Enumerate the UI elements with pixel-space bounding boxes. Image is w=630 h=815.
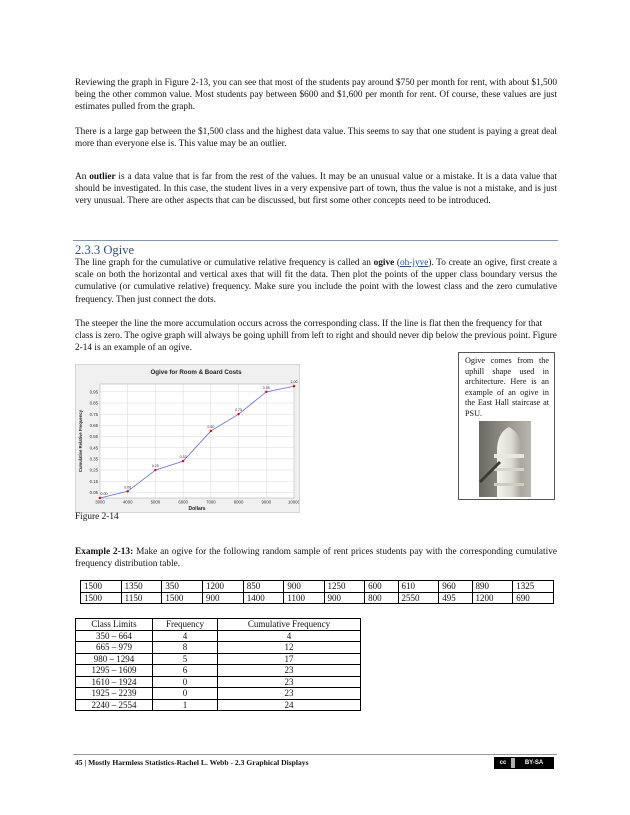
footer-text: 45 | Mostly Harmless Statistics-Rachel L. Webb - 2.3 Graphical Displays [75, 758, 309, 767]
table-cell: 1 [153, 699, 218, 711]
ogive-post: ). To create an ogive, first create a scale on both the horizontal and vertical axes that will fit the data. Then plot the points of the upper class boundary versus the cumulative (or cumulative relative) frequency. Make sure you include the point with the lowest class and the zero cumulative frequency. Then just connect the dots. [75, 258, 557, 305]
paragraph-steeper: The steeper the line the more accumulation occurs across the corresponding class. If the line is flat then the frequency for that class is zero. The ogive graph will always be going uphill from left to right and should never dip below the previous point. Figure 2-14 is an example of an ogive. [75, 319, 557, 354]
table-cell: 1610 – 1924 [76, 676, 153, 688]
table-cell: 8 [153, 642, 218, 654]
table-row [76, 653, 361, 665]
y-tick-label: 0.05 [89, 490, 98, 496]
plot-area [100, 384, 294, 498]
y-tick-label: 0.35 [89, 456, 98, 462]
table-cell: 6 [153, 665, 218, 677]
frequency-distribution-table [75, 618, 361, 711]
staircase-photo [479, 421, 531, 497]
table-cell: 960 [439, 581, 472, 593]
table-row [76, 642, 361, 654]
table-cell: 1500 [162, 592, 203, 604]
table-cell: 24 [218, 699, 361, 711]
data-label: 0.06 [124, 485, 132, 490]
section-heading: 2.3.3 Ogive [75, 243, 135, 257]
license-label: BY-SA [515, 758, 553, 768]
data-label: 0.60 [207, 424, 215, 429]
paragraph-gap: There is a large gap between the $1,500 class and the highest data value. This seems to say that one student is paying a great deal more than everyone else is. This value may be an outlier. [75, 127, 557, 150]
data-label: 0.00 [100, 492, 108, 496]
ogive-chart-svg [76, 365, 299, 512]
table-cell: 23 [218, 676, 361, 688]
data-point [127, 490, 129, 492]
y-axis-label: Cumulative Relative Frequency [78, 409, 83, 473]
table-cell: 0 [153, 688, 218, 700]
data-label: 0.95 [262, 385, 270, 390]
data-label: 0.25 [151, 464, 159, 469]
table-cell: 1295 – 1609 [76, 665, 153, 677]
table-cell: 610 [398, 581, 439, 593]
table-row [76, 630, 361, 642]
table-cell: 1100 [284, 592, 324, 604]
data-point [182, 460, 184, 462]
table-cell: 23 [218, 665, 361, 677]
ogive-open: ( [394, 258, 400, 268]
example-text: Make an ogive for the following random sample of rent prices students pay with the corresponding cumulative frequency distribution table. [75, 547, 557, 570]
data-label: 0.33 [179, 455, 187, 460]
table-cell: 600 [365, 581, 398, 593]
paragraph-intro: Reviewing the graph in Figure 2-13, you can see that most of the students pay around $750 per month for rent, with about $1,500 being the other common value. Most students pay between $600 and $1,600 per month for rent. Of course, these values are just estimates pulled from the graph. [75, 78, 557, 113]
table-row [81, 592, 554, 604]
table-cell: 980 – 1294 [76, 653, 153, 665]
data-label: 0.75 [235, 408, 243, 413]
table-cell: 12 [218, 642, 361, 654]
x-tick-label: 6000 [178, 499, 188, 505]
cc-icon: cc [495, 758, 511, 768]
column-header: Class Limits [76, 619, 153, 631]
table-cell: 900 [284, 581, 324, 593]
table-cell: 900 [324, 592, 365, 604]
ogive-chart [75, 364, 300, 513]
data-point [293, 385, 295, 387]
x-tick-label: 5000 [150, 499, 161, 505]
table-cell: 665 – 979 [76, 642, 153, 654]
data-label: 1.00 [290, 380, 298, 385]
table-cell: 1200 [472, 592, 513, 604]
outlier-pre: An [75, 172, 90, 182]
table-row [76, 676, 361, 688]
y-tick-label: 0.95 [89, 389, 98, 395]
data-point [265, 391, 267, 393]
y-tick-label: 0.65 [89, 422, 98, 428]
figure-caption: Figure 2-14 [75, 512, 119, 522]
table-cell: 17 [218, 653, 361, 665]
data-point [237, 413, 239, 415]
table-row [76, 699, 361, 711]
table-row [81, 581, 554, 593]
y-tick-label: 0.15 [89, 478, 98, 484]
column-header: Frequency [153, 619, 218, 631]
table-cell: 495 [439, 592, 472, 604]
ogive-pre: The line graph for the cumulative or cumulative relative frequency is called an [75, 258, 374, 268]
outlier-post: is a data value that is far from the rest of the values. It may be an unusual value or a mistake. It is a data value that should be investigated. In this case, the student lives in a very expensive part of town, thus the value is not a mistake, and is just very unusual. There are other aspects that can be discussed, but first some other concepts need to be introduced. [75, 172, 558, 207]
cc-license-badge[interactable] [494, 757, 554, 769]
y-tick-label: 0.75 [89, 411, 98, 417]
table-cell: 850 [243, 581, 284, 593]
table-cell: 350 [162, 581, 203, 593]
table-cell: 23 [218, 688, 361, 700]
data-point [154, 469, 156, 471]
table-cell: 690 [513, 592, 554, 604]
table-cell: 5 [153, 653, 218, 665]
table-cell: 1150 [121, 592, 162, 604]
x-tick-label: 9000 [261, 499, 272, 505]
section-divider [73, 240, 558, 241]
pronunciation-link[interactable]: oh-jyve [399, 258, 429, 268]
table-cell: 4 [218, 630, 361, 642]
x-tick-label: 8000 [233, 499, 244, 505]
paragraph-outlier [75, 171, 557, 208]
example-paragraph [75, 546, 557, 570]
table-cell: 1500 [81, 592, 122, 604]
table-cell: 1500 [81, 581, 122, 593]
table-cell: 350 – 664 [76, 630, 153, 642]
footer-divider [73, 754, 557, 755]
x-axis-label: Dollars [188, 506, 206, 512]
table-cell: 1325 [513, 581, 554, 593]
table-cell: 1200 [203, 581, 244, 593]
rent-prices-table [80, 580, 554, 604]
table-cell: 2550 [398, 592, 439, 604]
table-cell: 1250 [324, 581, 365, 593]
y-tick-label: 0.45 [89, 445, 98, 451]
x-tick-label: 10000 [288, 499, 299, 505]
x-tick-label: 7000 [206, 499, 216, 505]
y-tick-label: 0.85 [89, 400, 98, 406]
table-cell: 1925 – 2239 [76, 688, 153, 700]
y-tick-label: 0.25 [89, 467, 98, 473]
chart-title: Ogive for Room & Board Costs [150, 369, 242, 376]
x-tick-label: 3000 [95, 499, 105, 505]
data-point [99, 497, 101, 499]
table-cell: 890 [472, 581, 513, 593]
column-header: Cumulative Frequency [218, 619, 361, 631]
y-tick-label: 0.55 [89, 434, 98, 440]
table-cell: 900 [203, 592, 244, 604]
table-cell: 2240 – 2554 [76, 699, 153, 711]
side-note-text: Ogive comes from the uphill shape used in architecture. Here is an example of an ogive in the East Hall staircase at PSU. [465, 356, 549, 418]
table-cell: 1350 [121, 581, 162, 593]
table-cell: 4 [153, 630, 218, 642]
table-row [76, 665, 361, 677]
ogive-term: ogive [373, 258, 395, 268]
paragraph-ogive-def [75, 257, 557, 306]
data-point [210, 430, 212, 432]
side-note-box [458, 352, 555, 500]
table-row [76, 688, 361, 700]
x-tick-label: 4000 [122, 499, 133, 505]
table-cell: 0 [153, 676, 218, 688]
table-cell: 1400 [243, 592, 284, 604]
outlier-term: outlier [89, 172, 116, 182]
example-label: Example 2-13: [75, 547, 134, 557]
table-cell: 800 [365, 592, 398, 604]
